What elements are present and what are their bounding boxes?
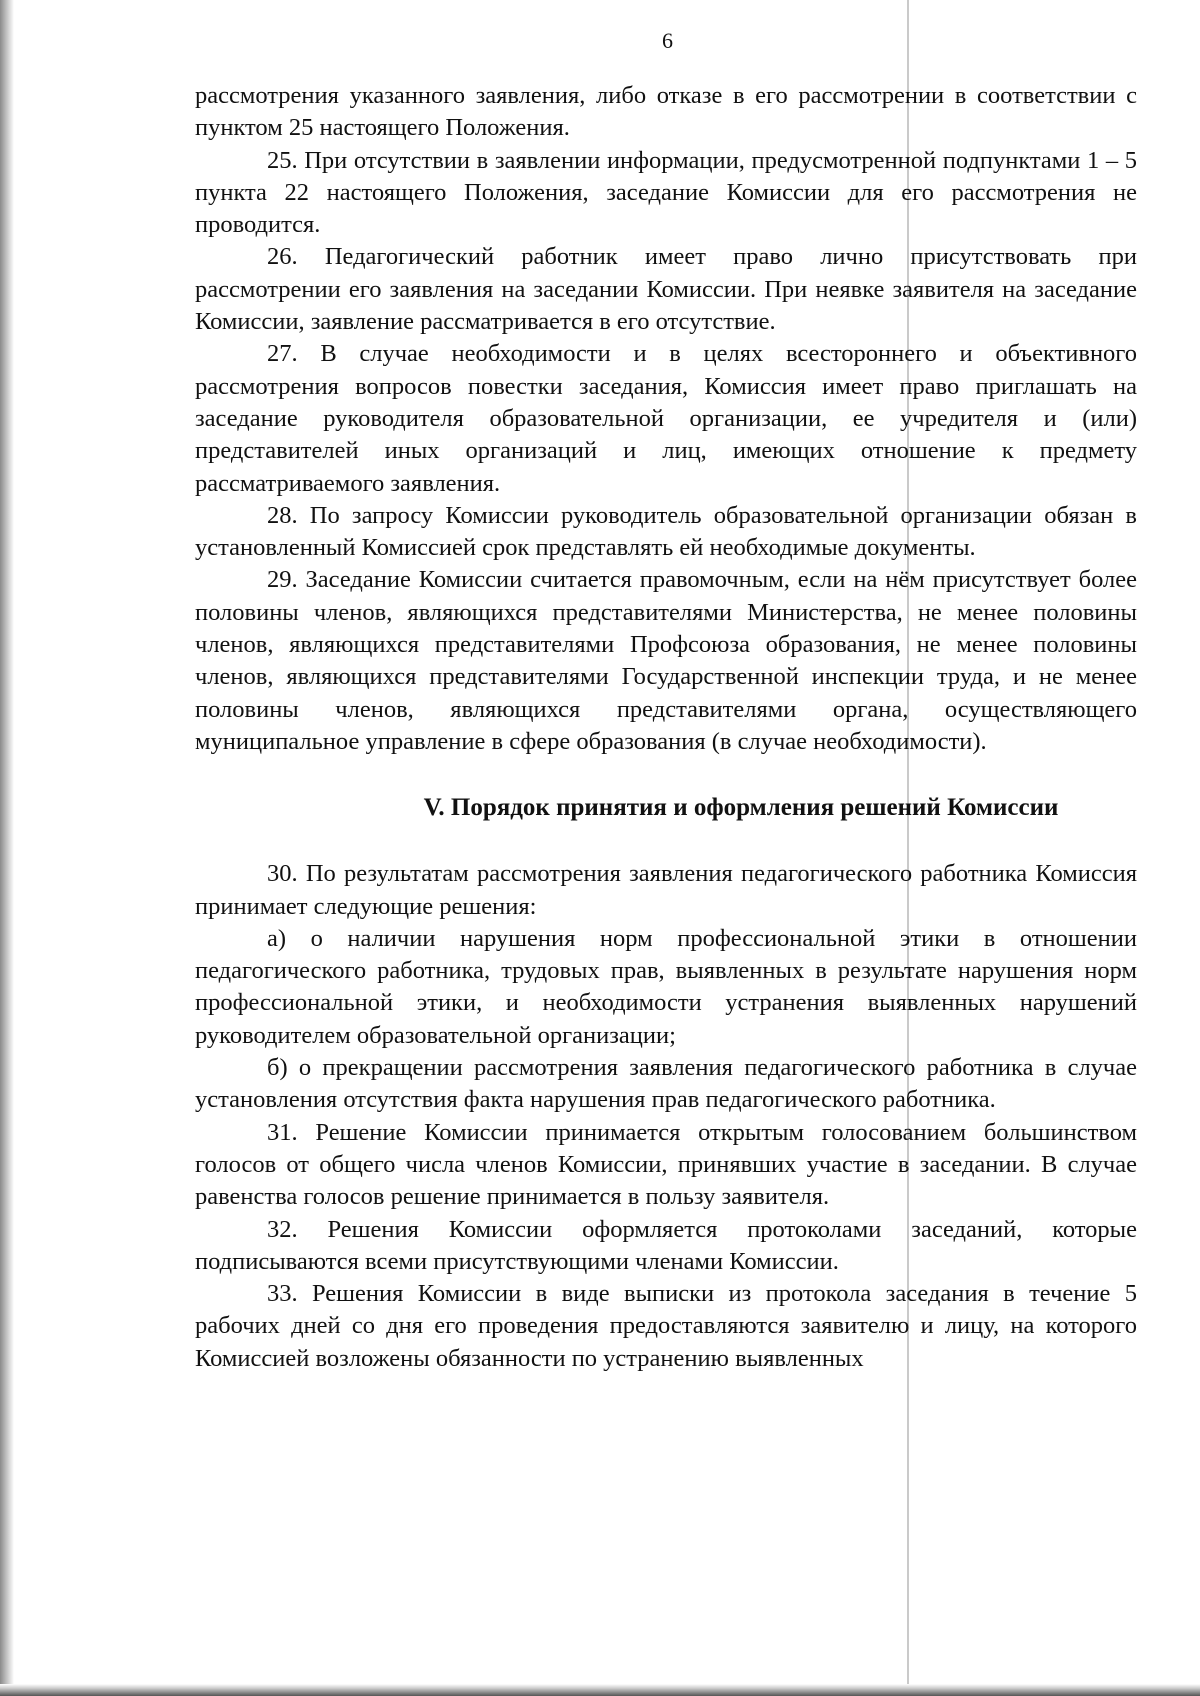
paragraph-26: 26. Педагогический работник имеет право лично присутствовать при рассмотрении его заявления на заседании Комиссии. При неявке заявителя на заседание Комиссии, заявление рассматривается в его отсутствие. xyxy=(195,243,1137,336)
scan-left-edge-shadow xyxy=(0,0,14,1696)
paragraph-30: 30. По результатам рассмотрения заявления педагогического работника Комиссия принимает следующие решения: xyxy=(195,860,1137,920)
paragraph-30b: б) о прекращении рассмотрения заявления педагогического работника в случае установления отсутствия факта нарушения прав педагогического работника. xyxy=(195,1054,1137,1114)
paragraph-33: 33. Решения Комиссии в виде выписки из протокола заседания в течение 5 рабочих дней со дня его проведения предоставляются заявителю и лицу, на которого Комиссией возложены обязанности по устранению выявленных xyxy=(195,1280,1137,1372)
document-body xyxy=(195,80,1137,1375)
page-number: 6 xyxy=(662,28,673,53)
paragraph-27: 27. В случае необходимости и в целях всестороннего и объективного рассмотрения вопросов повестки заседания, Комиссия имеет право приглашать на заседание руководителя образовательной организации, ее учредителя и (или) представителей иных организаций и лиц, имеющих отношение к предмету рассматриваемого заявления. xyxy=(195,340,1137,497)
paragraph-32: 32. Решения Комиссии оформляется протоколами заседаний, которые подписываются всеми присутствующими членами Комиссии. xyxy=(195,1215,1137,1275)
scan-bottom-edge-shadow xyxy=(0,1684,1200,1696)
section-heading: V. Порядок принятия и оформления решений Комиссии xyxy=(423,794,1059,822)
paragraph-28: 28. По запросу Комиссии руководитель образовательной организации обязан в установленный Комиссией срок представлять ей необходимые документы. xyxy=(195,501,1137,562)
paragraph-30a: а) о наличии нарушения норм профессиональной этики в отношении педагогического работника, трудовых прав, выявленных в результате нарушения норм профессиональной этики, и необходимости устранения выявленных нарушений руководителем образовательной организации; xyxy=(195,924,1137,1049)
paragraph-continuation: рассмотрения указанного заявления, либо отказе в его рассмотрении в соответствии с пунктом 25 настоящего Положения. xyxy=(195,82,1137,142)
paragraph-31: 31. Решение Комиссии принимается открытым голосованием большинством голосов от общего числа членов Комиссии, принявших участие в заседании. В случае равенства голосов решение принимается в пользу заявителя. xyxy=(195,1118,1137,1211)
paragraph-29: 29. Заседание Комиссии считается правомочным, если на нём присутствует более половины членов, являющихся представителями Министерства, не менее половины членов, являющихся представителями Профсоюза образования, не менее половины членов, являющихся представителями Государственной инспекции труда, и не менее половины членов, являющихся представителями органа, осуществляющего муниципальное управление в сфере образования (в случае необходимости). xyxy=(195,566,1137,755)
paragraph-25: 25. При отсутствии в заявлении информации, предусмотренной подпунктами 1 – 5 пункта 22 настоящего Положения, заседание Комиссии для его рассмотрения не проводится. xyxy=(195,146,1137,239)
